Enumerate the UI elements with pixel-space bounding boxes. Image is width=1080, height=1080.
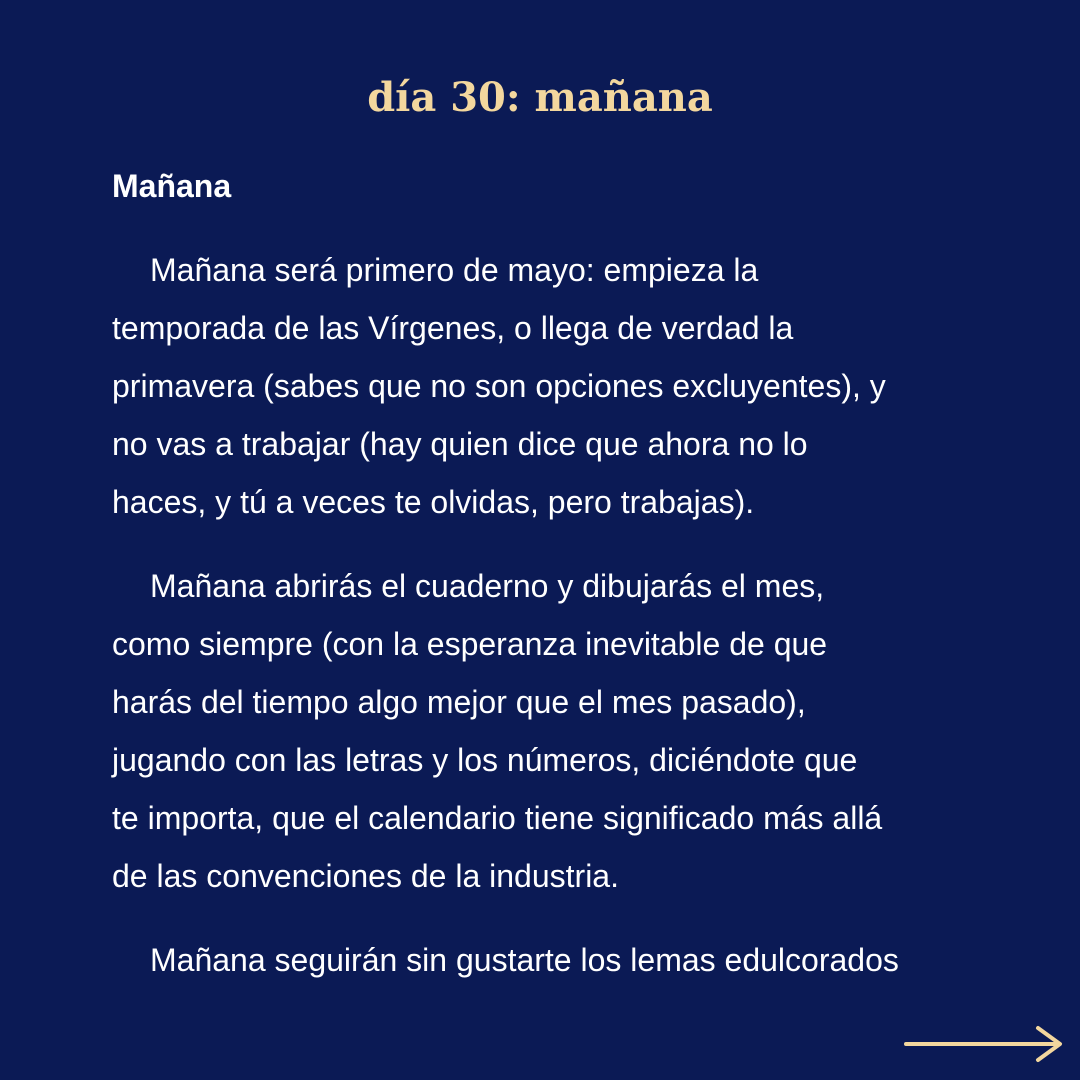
text-line: Mañana seguirán sin gustarte los lemas edulcorados	[150, 942, 899, 978]
text-line: jugando con las letras y los números, diciéndote que	[112, 742, 858, 778]
text-line: te importa, que el calendario tiene significado más allá	[112, 800, 883, 836]
paragraph	[112, 557, 992, 905]
paragraph	[112, 931, 992, 989]
paragraph	[112, 241, 992, 531]
text-line: de las convenciones de la industria.	[112, 858, 619, 894]
text-line: temporada de las Vírgenes, o llega de verdad la	[112, 310, 794, 346]
text-line: primavera (sabes que no son opciones excluyentes), y	[112, 368, 886, 404]
text-line: Mañana será primero de mayo: empieza la	[150, 252, 759, 288]
text-line: como siempre (con la esperanza inevitable de que	[112, 626, 828, 662]
section-heading: Mañana	[112, 168, 232, 204]
arrow-right-icon[interactable]	[902, 1022, 1068, 1066]
text-line: haces, y tú a veces te olvidas, pero trabajas).	[112, 484, 755, 520]
text-line: no vas a trabajar (hay quien dice que ahora no lo	[112, 426, 808, 462]
text-line: Mañana abrirás el cuaderno y dibujarás el mes,	[150, 568, 825, 604]
text-line: harás del tiempo algo mejor que el mes pasado),	[112, 684, 806, 720]
page-title: día 30: mañana	[367, 74, 713, 121]
